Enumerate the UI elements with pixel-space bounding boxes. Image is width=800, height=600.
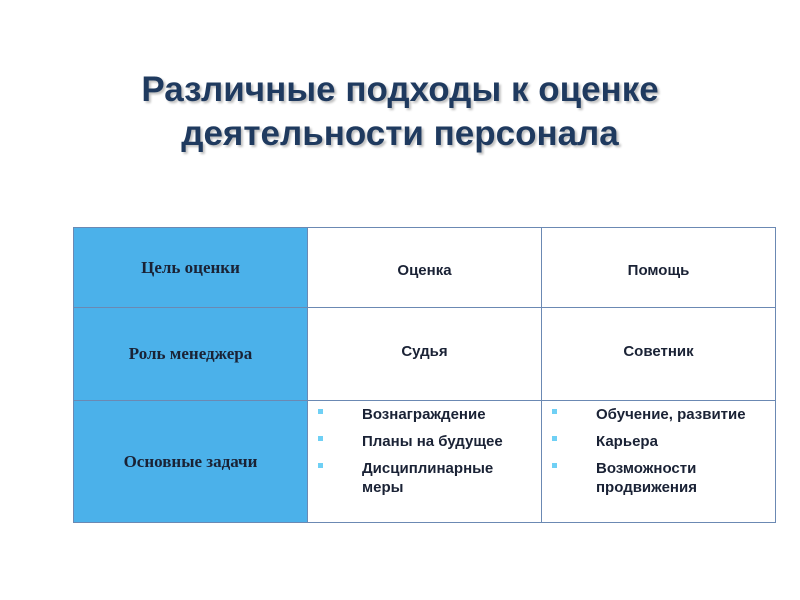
- cell-tasks-col2: [542, 401, 776, 523]
- approaches-table: [73, 227, 776, 523]
- row-header-main-tasks: Основные задачи: [74, 401, 308, 523]
- list-item: Обучение, развитие: [596, 405, 769, 424]
- cell-text: Помощь: [627, 262, 690, 279]
- list-item: Планы на будущее: [362, 432, 535, 451]
- row-header-goal: Цель оценки: [74, 228, 308, 308]
- cell-tasks-col1: [308, 401, 542, 523]
- title-line-1: Различные подходы к оценке: [141, 70, 659, 109]
- cell-text: Оценка: [397, 262, 452, 279]
- row-header-manager-role: Роль менеджера: [74, 308, 308, 401]
- cell-goal-col1: [308, 228, 542, 308]
- table-row: [74, 228, 776, 308]
- table-row: [74, 308, 776, 401]
- title-line-2: деятельности персонала: [181, 114, 619, 153]
- table-row: [74, 401, 776, 523]
- list-item: Вознаграждение: [362, 405, 535, 424]
- cell-goal-col2: [542, 228, 776, 308]
- list-item: Возможности продвижения: [596, 459, 769, 497]
- cell-text: Советник: [623, 343, 694, 360]
- cell-role-col2: [542, 308, 776, 401]
- cell-role-col1: [308, 308, 542, 401]
- bullet-list: [542, 401, 775, 497]
- cell-text: Судья: [401, 343, 448, 360]
- list-item: Карьера: [596, 432, 769, 451]
- slide-title: [0, 68, 800, 156]
- list-item: Дисциплинарные меры: [362, 459, 535, 497]
- bullet-list: [308, 401, 541, 497]
